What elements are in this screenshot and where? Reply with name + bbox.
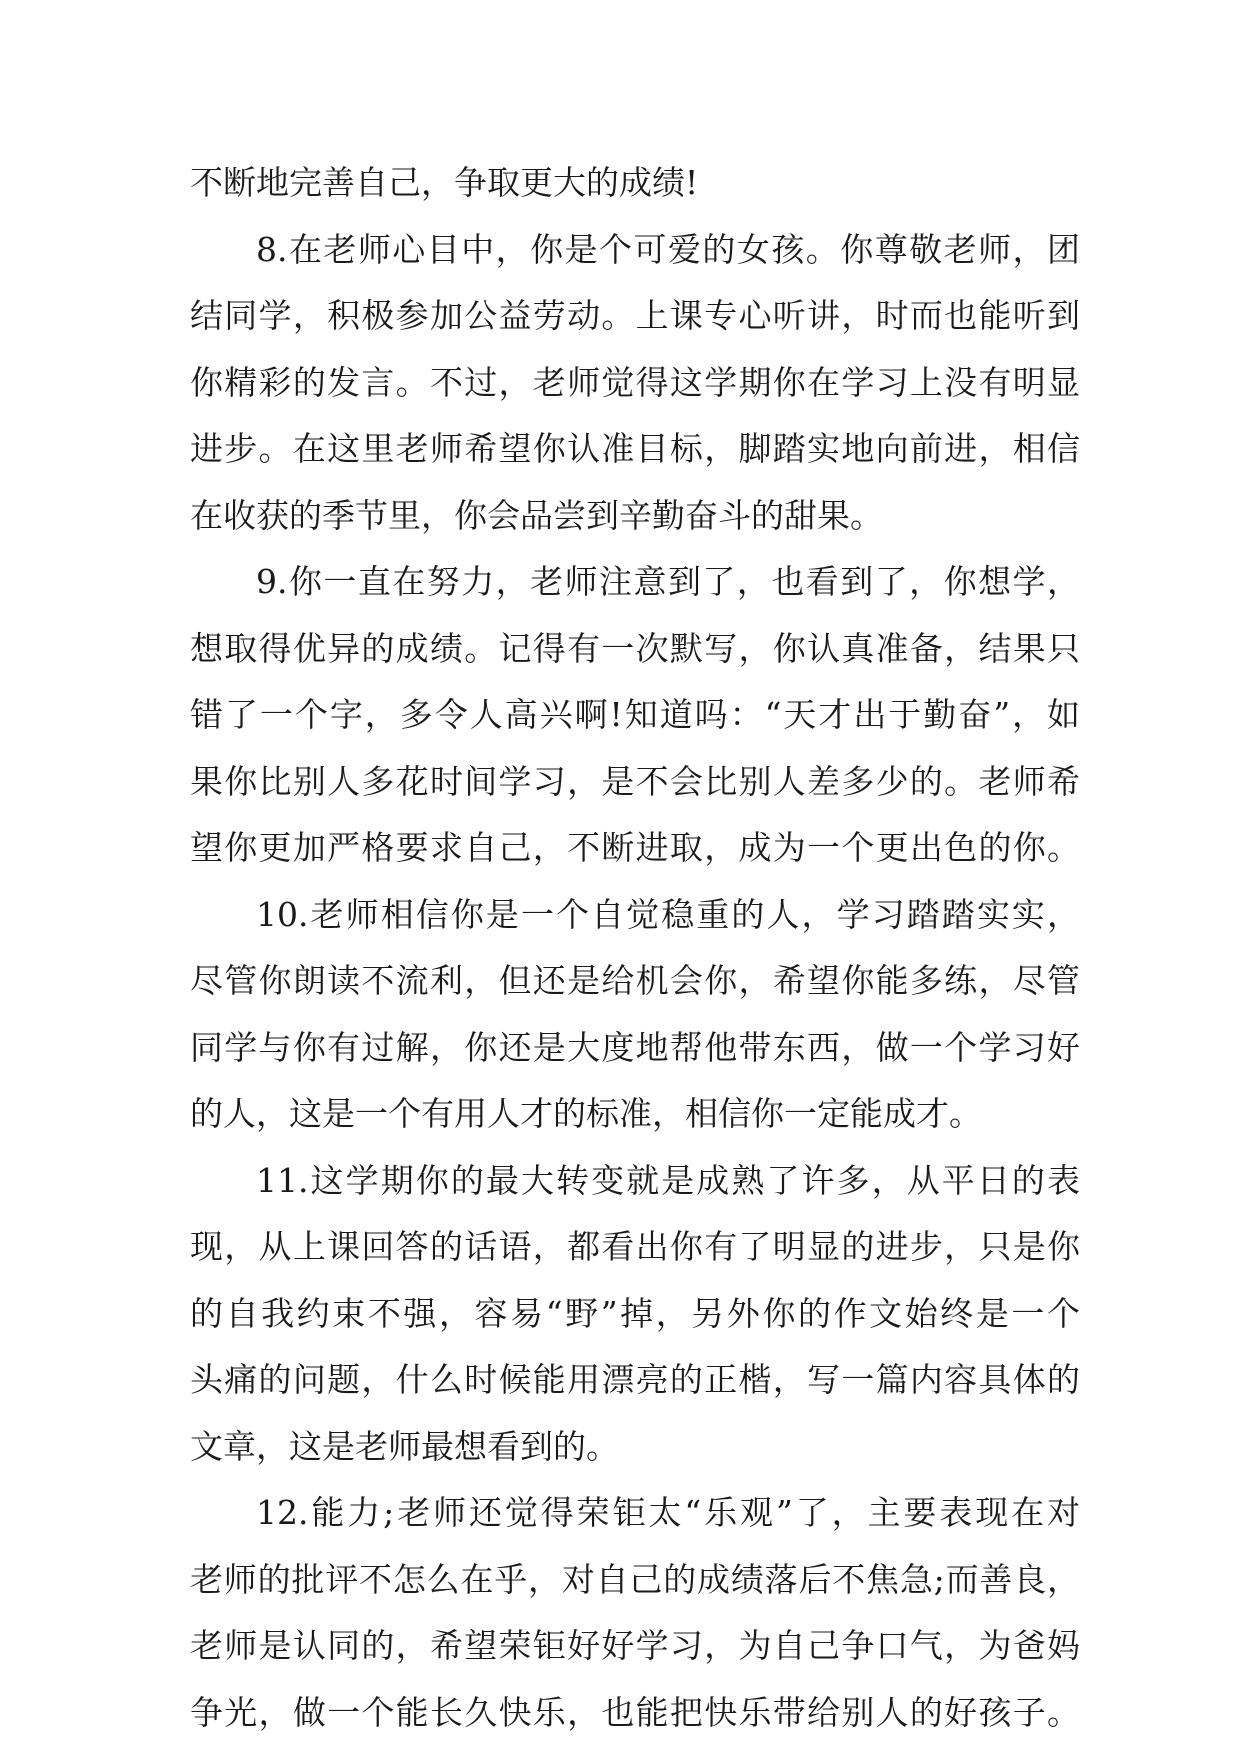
text-line: 12.能力;老师还觉得荣钜太“乐观”了，主要表现在对 xyxy=(256,1493,1080,1532)
text-line: 的自我约束不强，容易“野”掉，另外你的作文始终是一个 xyxy=(190,1293,1080,1333)
text-line: 同学与你有过解，你还是大度地帮他带东西，做一个学习好 xyxy=(190,1027,1080,1067)
text-line: 的人，这是一个有用人才的标准，相信你一定能成才。 xyxy=(190,1094,982,1133)
text-line: 8.在老师心目中，你是个可爱的女孩。你尊敬老师，团 xyxy=(256,229,1080,269)
text-line: 结同学，积极参加公益劳动。上课专心听讲，时而也能听到 xyxy=(190,296,1080,335)
text-line: 想取得优异的成绩。记得有一次默写，你认真准备，结果只 xyxy=(190,628,1080,668)
text-line: 争光，做一个能长久快乐，也能把快乐带给别人的好孩子。 xyxy=(190,1692,1080,1732)
text-line: 望你更加严格要求自己，不断进取，成为一个更出色的你。 xyxy=(190,828,1080,867)
text-line: 现，从上课回答的话语，都看出你有了明显的进步，只是你 xyxy=(190,1227,1080,1266)
text-line: 10.老师相信你是一个自觉稳重的人，学习踏踏实实， xyxy=(256,894,1080,934)
text-line: 错了一个字，多令人高兴啊!知道吗：“天才出于勤奋”，如 xyxy=(190,695,1080,734)
text-line: 9.你一直在努力，老师注意到了，也看到了，你想学， xyxy=(256,562,1080,601)
text-line: 文章，这是老师最想看到的。 xyxy=(190,1426,619,1466)
text-line: 尽管你朗读不流利，但还是给机会你，希望你能多练，尽管 xyxy=(190,961,1080,1000)
text-line: 老师是认同的，希望荣钜好好学习，为自己争口气，为爸妈 xyxy=(190,1626,1080,1665)
text-line: 进步。在这里老师希望你认准目标，脚踏实地向前进，相信 xyxy=(190,429,1080,468)
text-line: 你精彩的发言。不过，老师觉得这学期你在学习上没有明显 xyxy=(190,362,1080,402)
document-body xyxy=(190,150,1080,1746)
text-line: 11.这学期你的最大转变就是成熟了许多，从平日的表 xyxy=(256,1160,1080,1200)
text-line: 在收获的季节里，你会品尝到辛勤奋斗的甜果。 xyxy=(190,495,883,535)
text-line: 果你比别人多花时间学习，是不会比别人差多少的。老师希 xyxy=(190,761,1080,801)
text-line: 不断地完善自己，争取更大的成绩! xyxy=(190,163,699,202)
text-line: 老师的批评不怎么在乎，对自己的成绩落后不焦急;而善良， xyxy=(190,1559,1080,1599)
text-line: 头痛的问题，什么时候能用漂亮的正楷，写一篇内容具体的 xyxy=(190,1360,1080,1399)
